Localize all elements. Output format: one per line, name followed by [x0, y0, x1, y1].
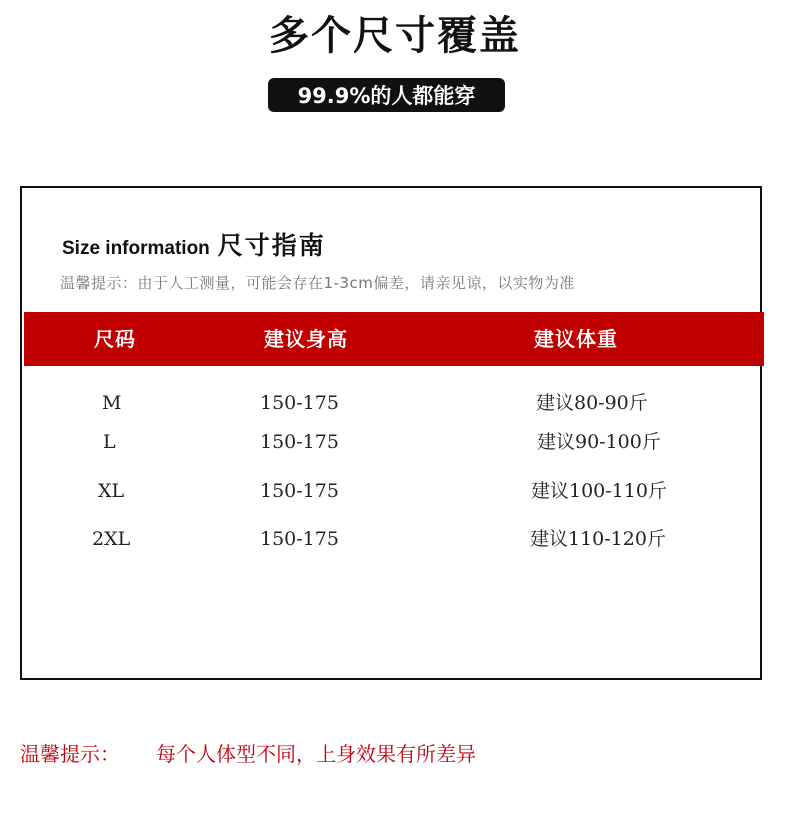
table-row: [22, 388, 762, 418]
footer-label: 温馨提示：: [20, 742, 120, 766]
size-cell: 2XL: [92, 528, 131, 550]
column-header-weight: 建议体重: [534, 327, 618, 351]
weight-cell: 建议100-110斤: [531, 480, 667, 502]
weight-cell: 建议90-100斤: [537, 431, 661, 453]
size-table-header: [24, 312, 764, 366]
measurement-note: 温馨提示：由于人工测量，可能会存在1-3cm偏差，请亲见谅，以实物为准: [60, 274, 575, 292]
height-cell: 150-175: [260, 528, 339, 550]
size-cell: M: [102, 392, 122, 414]
height-cell: 150-175: [260, 480, 339, 502]
table-row: [22, 524, 762, 554]
heading-zh: 尺寸指南: [217, 231, 326, 260]
size-cell: XL: [98, 480, 125, 502]
column-header-height: 建议身高: [264, 327, 348, 351]
table-row: [22, 476, 762, 506]
page-title: 多个尺寸覆盖: [269, 13, 521, 59]
size-cell: L: [103, 431, 116, 453]
weight-cell: 建议80-90斤: [536, 392, 648, 414]
size-guide-card: [20, 186, 762, 680]
heading-en: Size information: [62, 238, 210, 259]
weight-cell: 建议110-120斤: [530, 528, 666, 550]
height-cell: 150-175: [260, 431, 339, 453]
size-guide-heading: [62, 226, 326, 262]
coverage-badge: 99.9%的人都能穿: [268, 78, 505, 112]
table-row: [22, 427, 762, 457]
column-header-size: 尺码: [94, 327, 136, 351]
footer-text: 每个人体型不同，上身效果有所差异: [156, 742, 476, 766]
height-cell: 150-175: [260, 392, 339, 414]
